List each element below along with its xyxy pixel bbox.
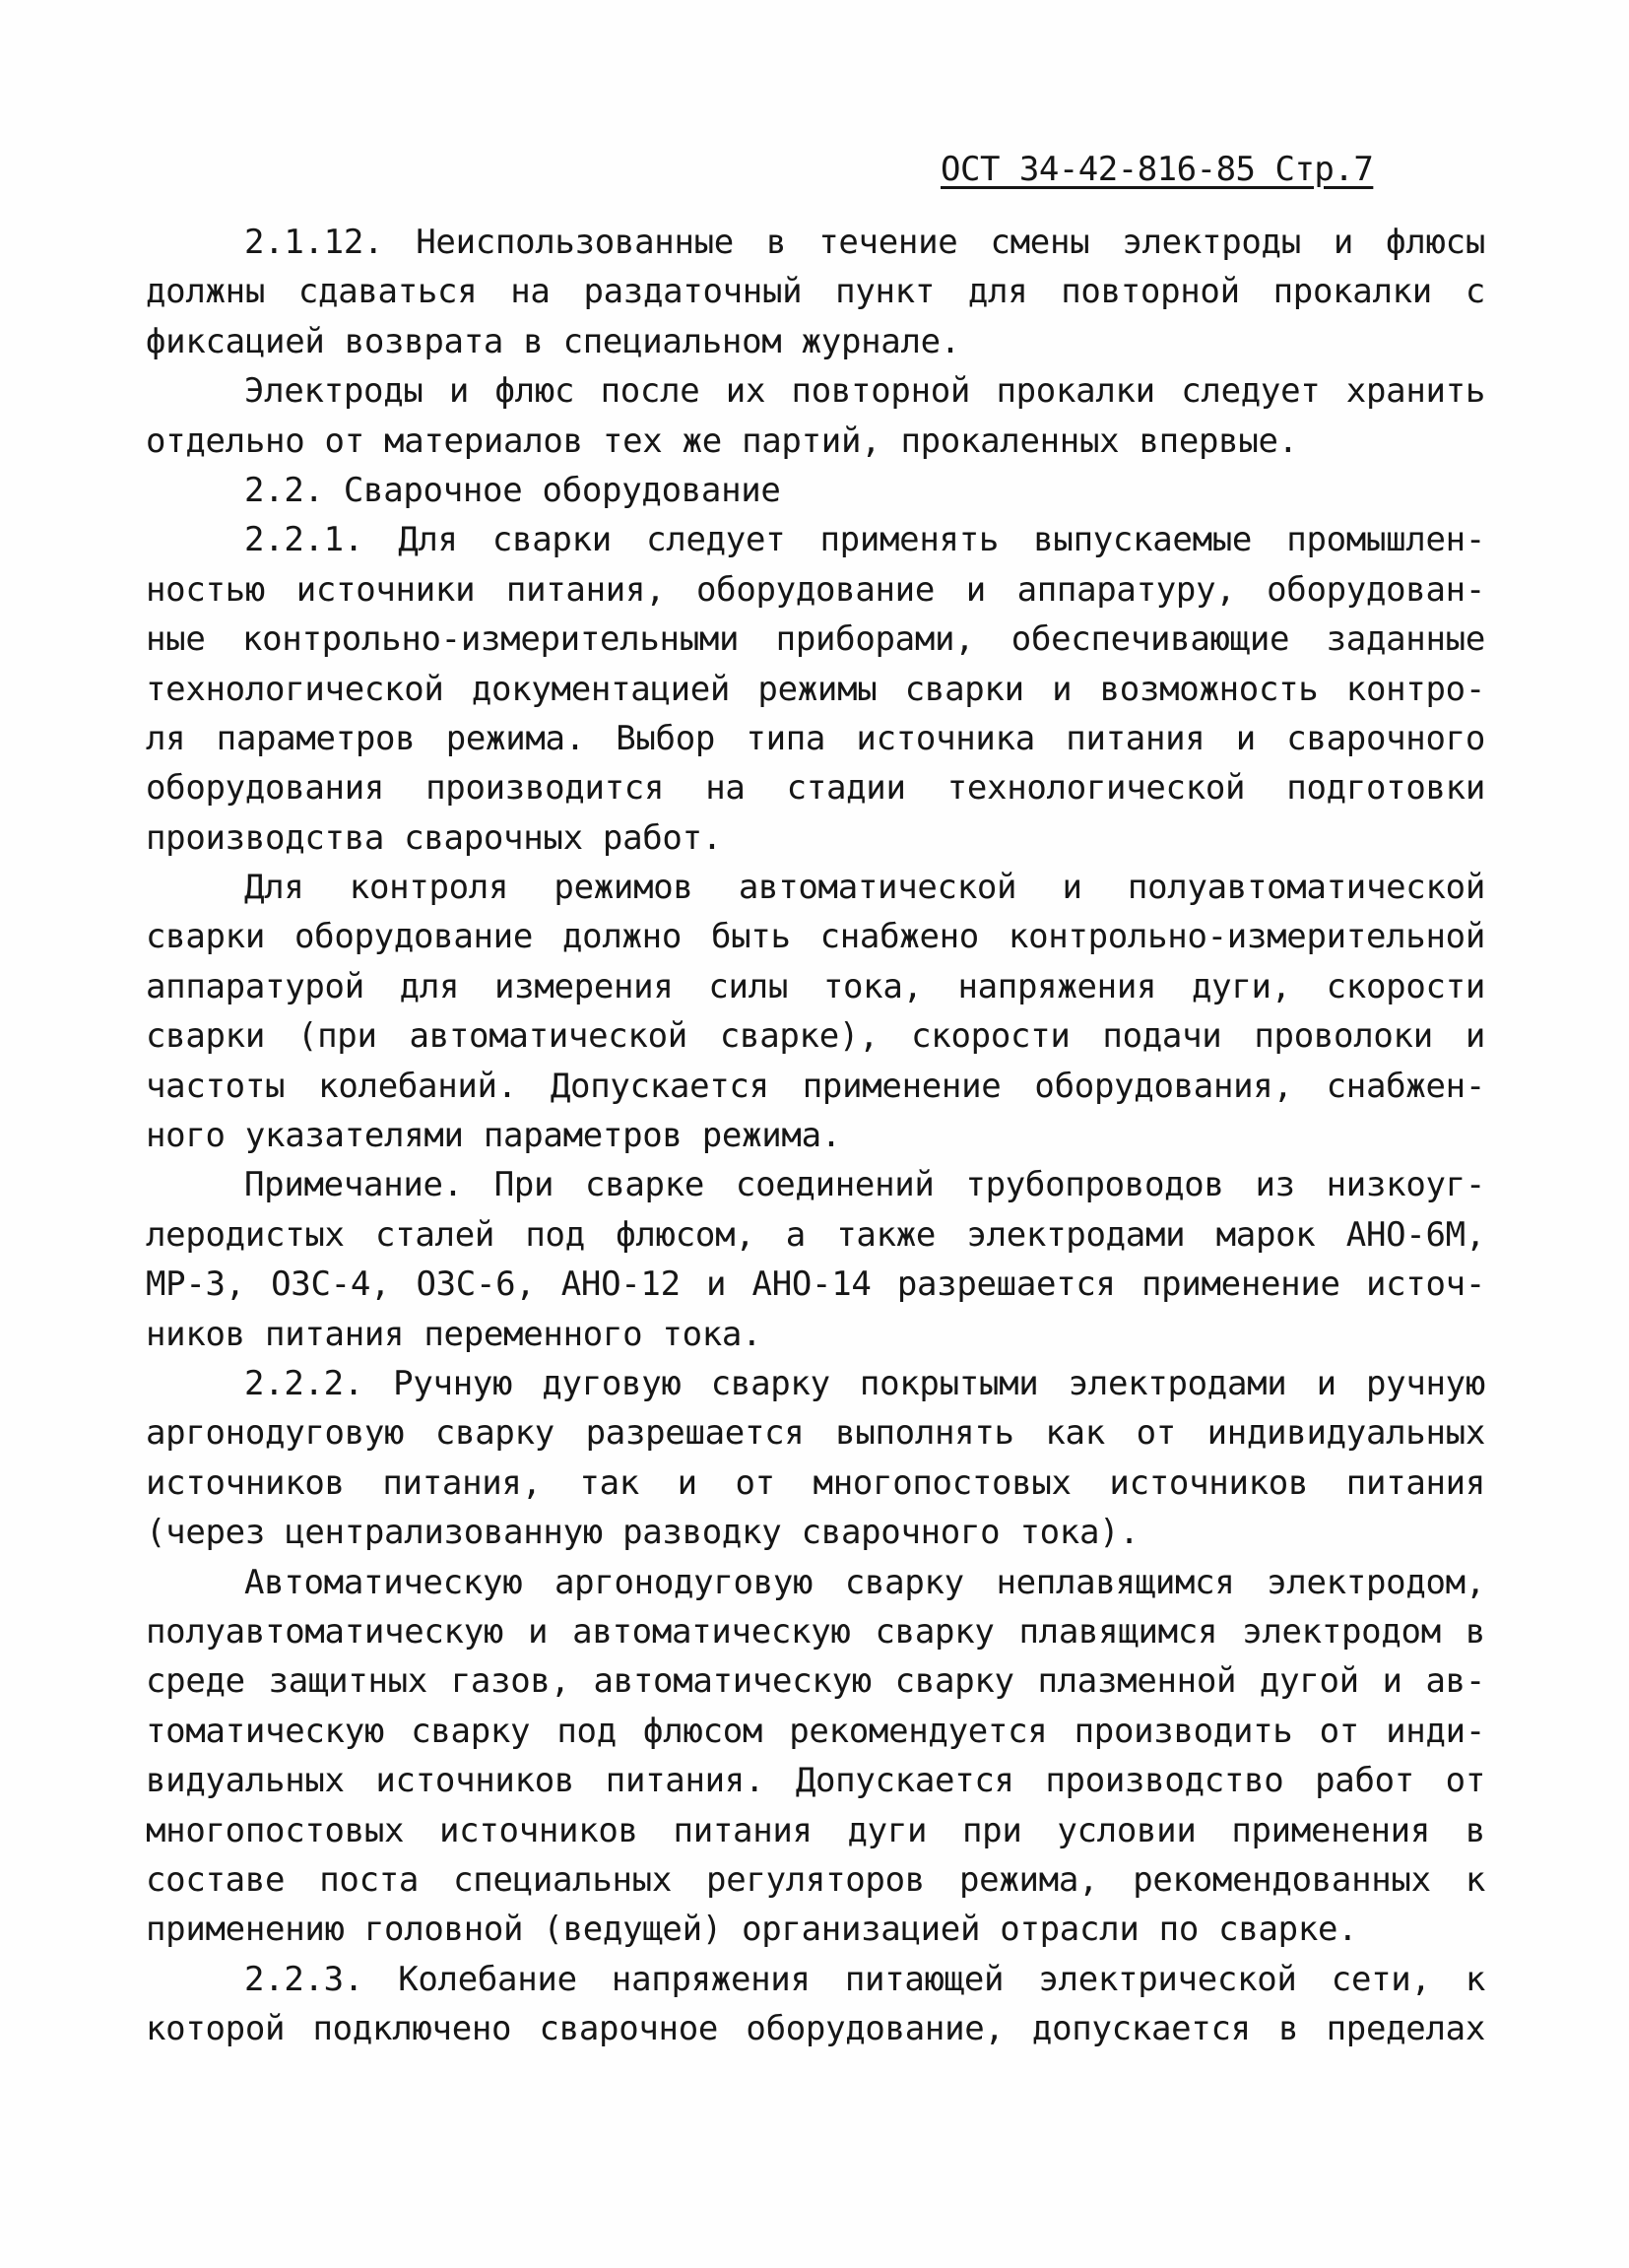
- body-text: [146, 218, 1485, 2053]
- text-line: составе поста специальных регуляторов режима, рекомендованных к: [146, 1859, 1485, 1900]
- text-line: 2.1.12. Неиспользованные в течение смены электроды и флюсы: [244, 223, 1485, 262]
- text-line: сварки оборудование должно быть снабжено контрольно-измерительной: [146, 917, 1485, 957]
- text-line: аргонодуговую сварку разрешается выполнять как от индивидуальных: [146, 1413, 1485, 1454]
- text-line: технологической документацией режимы сварки и возможность контро-: [146, 669, 1485, 709]
- note-line: ников питания переменного тока.: [146, 1314, 762, 1354]
- note-line: Примечание. При сварке соединений трубопроводов из низкоуг-: [244, 1165, 1485, 1205]
- text-line: отдельно от материалов тех же партий, прокаленных впервые.: [146, 421, 1298, 461]
- text-line: ного указателями параметров режима.: [146, 1116, 841, 1156]
- text-line: применению головной (ведущей) организацией отрасли по сварке.: [146, 1910, 1358, 1950]
- text-line: многопостовых источников питания дуги при условии применения в: [146, 1810, 1485, 1850]
- text-line: должны сдаваться на раздаточный пункт для повторной прокалки с: [146, 272, 1485, 312]
- text-line: фиксацией возврата в специальном журнале.: [146, 321, 960, 361]
- text-line: 2.2.2. Ручную дуговую сварку покрытыми электродами и ручную: [244, 1363, 1485, 1403]
- text-line: полуавтоматическую и автоматическую сварку плавящимся электродом в: [146, 1611, 1485, 1652]
- text-line: источников питания, так и от многопостовых источников питания: [146, 1462, 1485, 1503]
- text-line: ля параметров режима. Выбор типа источника питания и сварочного: [146, 718, 1485, 758]
- text-line: томатическую сварку под флюсом рекомендуется производить от инди-: [146, 1711, 1485, 1751]
- text-line: среде защитных газов, автоматическую сварку плазменной дугой и ав-: [146, 1661, 1485, 1702]
- text-line: аппаратурой для измерения силы тока, напряжения дуги, скорости: [146, 966, 1485, 1006]
- text-line: 2.2.1. Для сварки следует применять выпускаемые промышлен-: [244, 520, 1485, 560]
- text-line: Электроды и флюс после их повторной прокалки следует хранить: [244, 371, 1485, 412]
- text-line: производства сварочных работ.: [146, 817, 722, 858]
- text-line: видуальных источников питания. Допускается производство работ от: [146, 1761, 1485, 1801]
- text-line: которой подключено сварочное оборудование, допускается в пределах: [146, 2009, 1485, 2049]
- text-line: 2.2.3. Колебание напряжения питающей электрической сети, к: [244, 1959, 1485, 1999]
- note-line: МР-3, ОЗС-4, ОЗС-6, АНО-12 и АНО-14 разрешается применение источ-: [146, 1264, 1485, 1305]
- text-line: оборудования производится на стадии технологической подготовки: [146, 768, 1485, 809]
- text-line: сварки (при автоматической сварке), скорости подачи проволоки и: [146, 1016, 1485, 1057]
- note-line: леродистых сталей под флюсом, а также электродами марок АНО-6М,: [146, 1214, 1485, 1255]
- text-line: ностью источники питания, оборудование и аппаратуру, оборудован-: [146, 569, 1485, 610]
- text-line: частоты колебаний. Допускается применение оборудования, снабжен-: [146, 1066, 1485, 1106]
- document-reference-header: ОСТ 34-42-816-85 Стр.7: [941, 150, 1374, 189]
- section-heading: 2.2. Сварочное оборудование: [244, 470, 781, 510]
- text-line: (через централизованную разводку сварочного тока).: [146, 1513, 1140, 1553]
- text-line: ные контрольно-измерительными приборами, обеспечивающие заданные: [146, 619, 1485, 660]
- text-line: Автоматическую аргонодуговую сварку неплавящимся электродом,: [244, 1562, 1485, 1602]
- text-line: Для контроля режимов автоматической и полуавтоматической: [244, 868, 1485, 908]
